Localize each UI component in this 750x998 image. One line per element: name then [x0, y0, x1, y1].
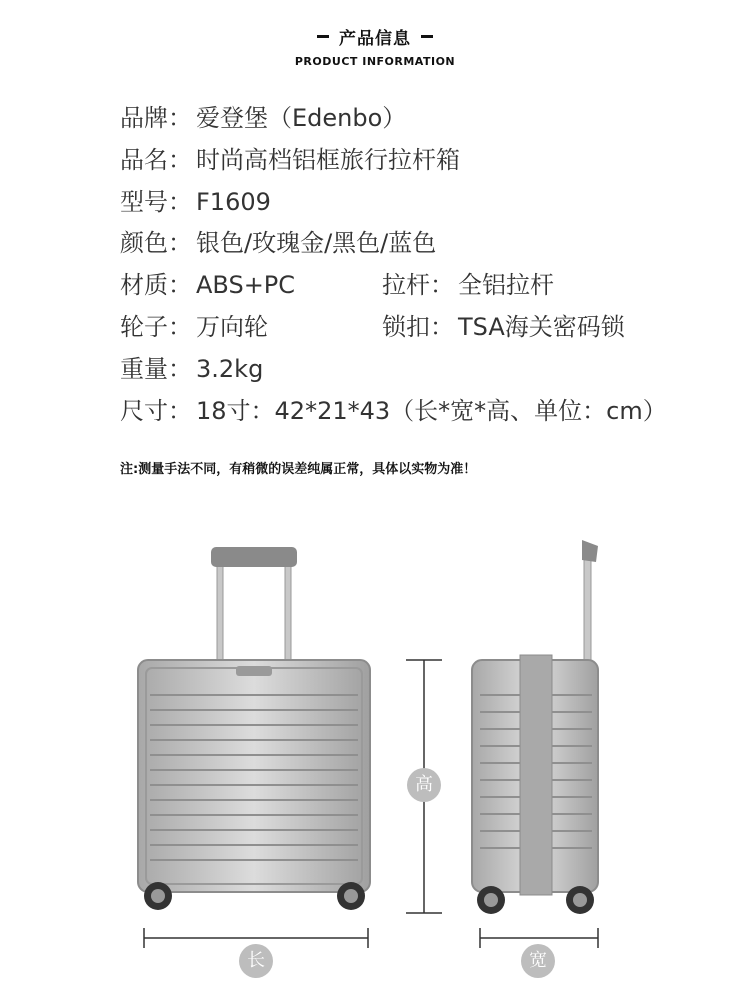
spec-label: 轮子：: [120, 312, 192, 341]
spec-value: 18寸：42*21*43（长*宽*高、单位：cm）: [196, 396, 667, 425]
spec-value: 时尚高档铝框旅行拉杆箱: [196, 145, 460, 174]
spec-color: [120, 223, 740, 265]
spec-label: 品名：: [120, 145, 192, 174]
spec-label: 型号：: [120, 187, 192, 216]
spec-value: 3.2kg: [196, 354, 264, 383]
spec-label: 材质：: [120, 271, 192, 300]
spec-name: [120, 140, 740, 182]
title-dash-right: [421, 35, 433, 38]
height-label: 高: [407, 768, 441, 802]
title-dash-left: [317, 35, 329, 38]
header-subtitle: PRODUCT INFORMATION: [294, 55, 456, 68]
spec-label: 重量：: [120, 354, 192, 383]
spec-weight: [120, 349, 740, 391]
spec-brand: [120, 98, 740, 140]
spec-label: 品牌：: [120, 104, 192, 132]
measurement-note: 注:测量手法不同，有稍微的误差纯属正常，具体以实物为准！: [120, 462, 477, 477]
spec-lock: [382, 307, 625, 349]
header-title-row: [0, 24, 750, 49]
suitcase-illustration: [0, 520, 750, 994]
spec-value: F1609: [196, 187, 271, 216]
spec-label: 拉杆：: [382, 271, 454, 300]
length-label: 长: [239, 944, 273, 978]
spec-value: 万向轮: [196, 312, 268, 341]
spec-size: [120, 391, 740, 433]
spec-value: ABS+PC: [196, 271, 296, 300]
spec-value: 全铝拉杆: [458, 271, 554, 300]
spec-label: 锁扣：: [382, 312, 454, 341]
spec-value: 银色/玫瑰金/黑色/蓝色: [196, 229, 437, 258]
suitcase-figure: [0, 520, 750, 994]
suitcase-front: [138, 547, 370, 910]
spec-label: 尺寸：: [120, 396, 192, 425]
section-header: [0, 24, 750, 68]
spec-handle: [382, 265, 554, 307]
header-title: 产品信息: [339, 29, 411, 49]
suitcase-side: [472, 540, 598, 914]
spec-wheels-lock: [120, 307, 740, 349]
spec-material-handle: [120, 265, 740, 307]
spec-label: 颜色：: [120, 229, 192, 258]
spec-value: 爱登堡（Edenbo）: [196, 104, 407, 132]
spec-model: [120, 182, 740, 224]
spec-list: [120, 98, 740, 432]
spec-value: TSA海关密码锁: [458, 312, 625, 341]
handle-grip-side: [582, 540, 598, 562]
width-label: 宽: [521, 944, 555, 978]
handle-grip: [211, 547, 297, 567]
